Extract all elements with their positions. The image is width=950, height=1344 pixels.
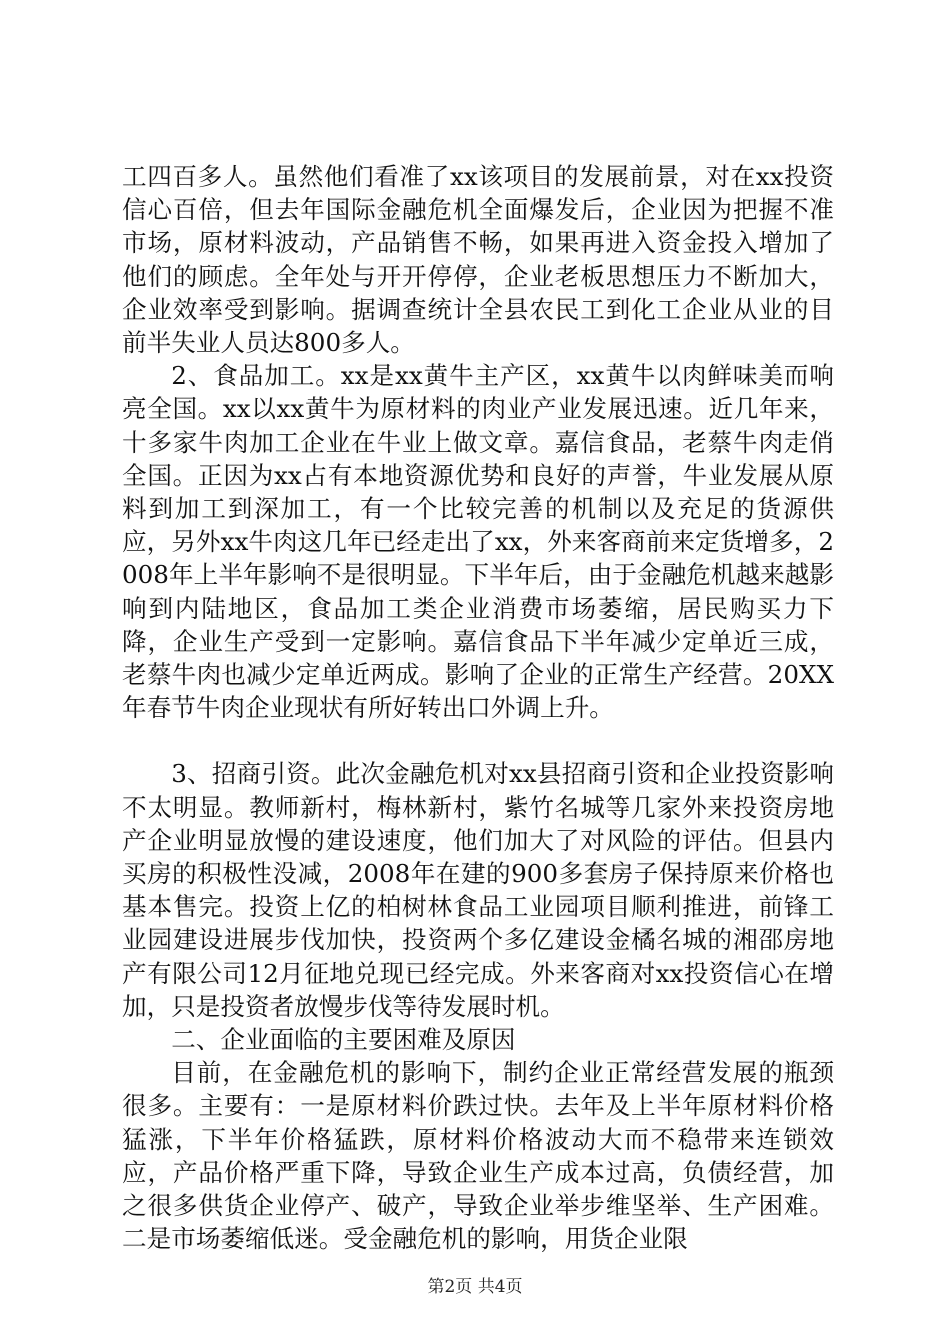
paragraph-continuation: 工四百多人。虽然他们看准了xx该项目的发展前景，对在xx投资信心百倍，但去年国际金融危机全面爆发后，企业因为把握不准市场，原材料波动，产品销售不畅，如果再进入资金投入增加了他们的顾虑。全年处与开开停停，企业老板思想压力不断加大，企业效率受到影响。据调查统计全县农民工到化工企业从业的目前半失业人员达800多人。 [122,162,834,358]
section-heading-difficulties: 二、企业面临的主要困难及原因 [171,1025,516,1055]
blank-line [122,724,834,757]
paragraph-investment: 3、招商引资。此次金融危机对xx县招商引资和企业投资影响不太明显。教师新村，梅林新村，紫竹名城等几家外来投资房地产企业明显放慢的建设速度，他们加大了对风险的评估。但县内买房的积极性没减，2008年在建的900多套房子保持原来价格也基本售完。投资上亿的柏树林食品工业园项目顺利推进，前锋工业园建设进展步伐加快，投资两个多亿建设金橘名城的湘邵房地产有限公司12月征地兑现已经完成。外来客商对xx投资信心在增加，只是投资者放慢步伐等待发展时机。 [122,759,834,1021]
page-number-footer: 第2页 共4页 [427,1277,523,1297]
paragraph-food-processing: 2、食品加工。xx是xx黄牛主产区，xx黄牛以肉鲜味美而响亮全国。xx以xx黄牛为原材料的肉业产业发展迅速。近几年来，十多家牛肉加工企业在牛业上做文章。嘉信食品，老蔡牛肉走俏全国。正因为xx占有本地资源优势和良好的声誉，牛业发展从原料到加工到深加工，有一个比较完善的机制以及充足的货源供应，另外xx牛肉这几年已经走出了xx，外来客商前来定货增多，2008年上半年影响不是很明显。下半年后，由于金融危机越来越影响到内陆地区，食品加工类企业消费市场萎缩，居民购买力下降，企业生产受到一定影响。嘉信食品下半年减少定单近三成，老蔡牛肉也减少定单近两成。影响了企业的正常生产经营。20XX年春节牛肉企业现状有所好转出口外调上升。 [122,361,834,723]
paragraph-difficulties: 目前，在金融危机的影响下，制约企业正常经营发展的瓶颈很多。主要有：一是原材料价跌过快。去年及上半年原材料价格猛涨，下半年价格猛跌，原材料价格波动大而不稳带来连锁效应，产品价格严重下降，导致企业生产成本过高，负债经营，加之很多供货企业停产、破产，导致企业举步维坚举、生产困难。二是市场萎缩低迷。受金融危机的影响，用货企业限 [122,1058,834,1254]
document-body [122,160,834,1256]
